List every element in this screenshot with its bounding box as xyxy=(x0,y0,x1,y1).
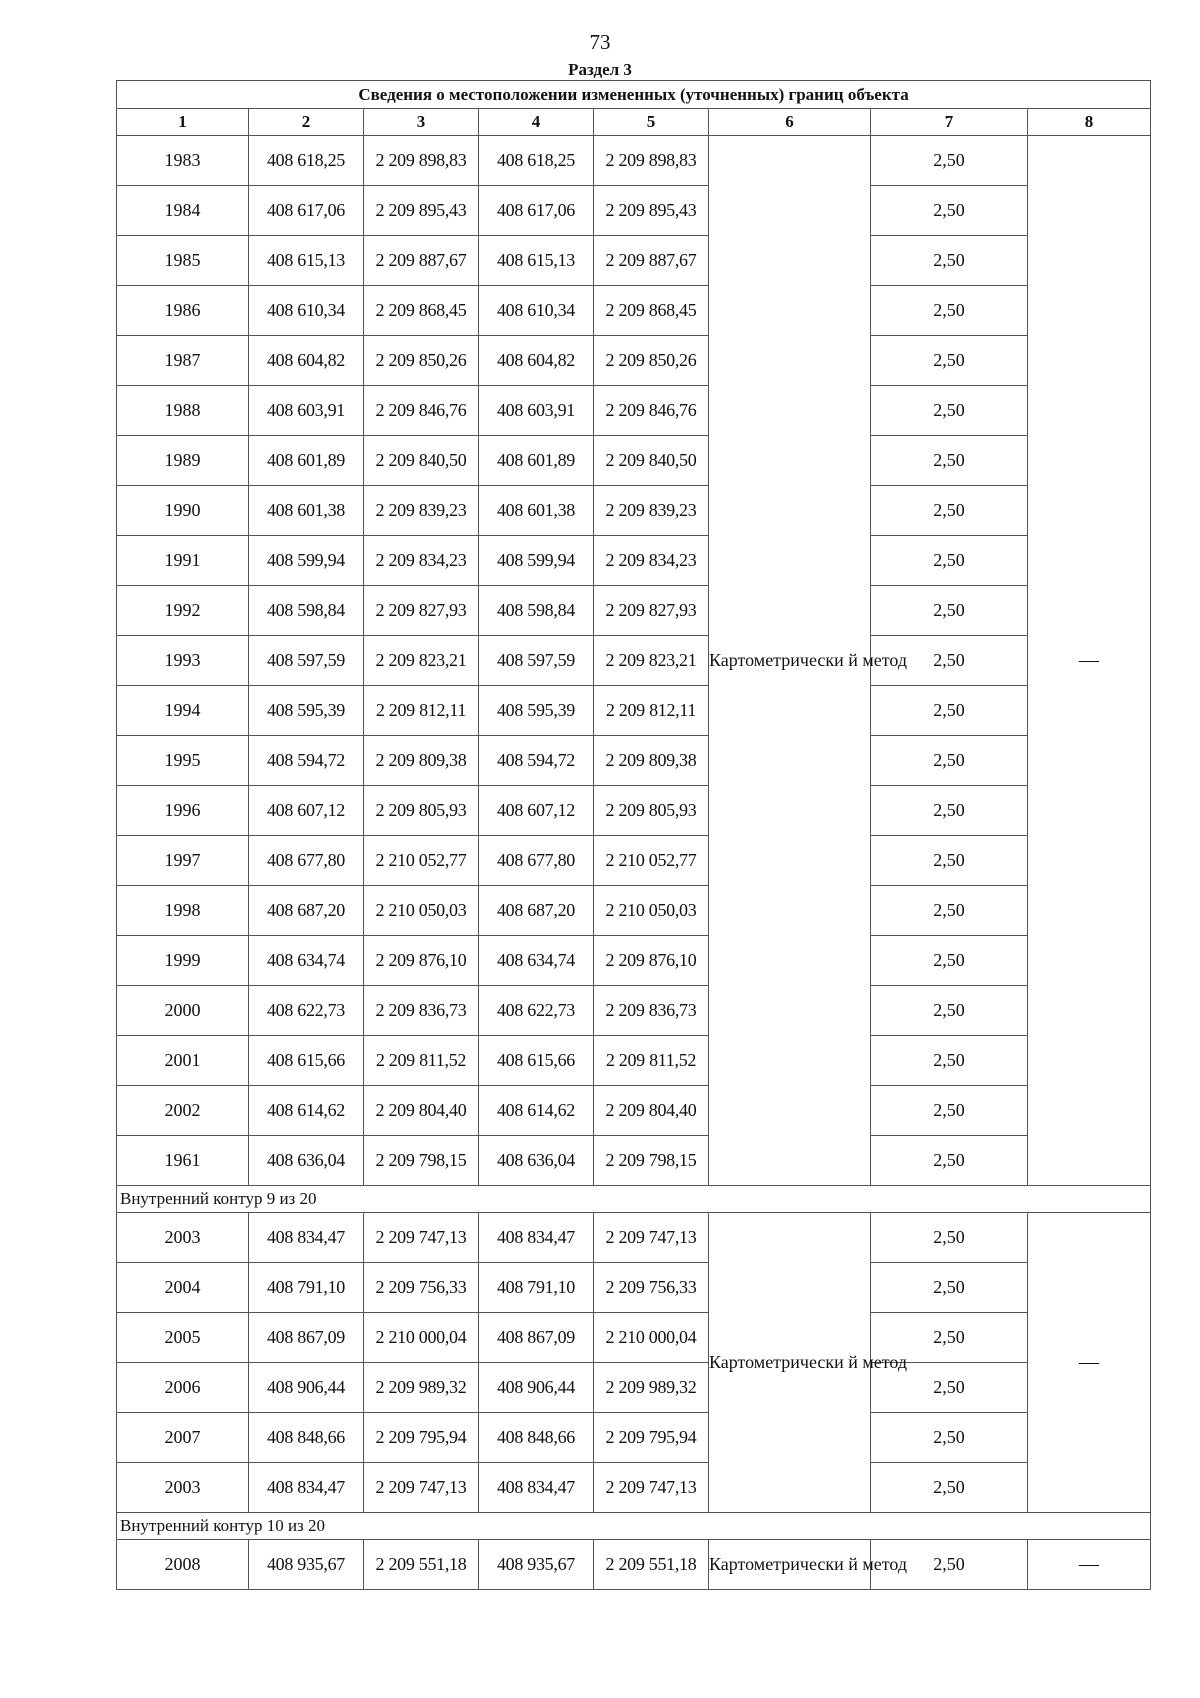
coordinate-cell: 2 209 836,73 xyxy=(594,986,709,1036)
accuracy-cell: 2,50 xyxy=(871,1213,1028,1263)
accuracy-cell: 2,50 xyxy=(871,1463,1028,1513)
point-number-cell: 2006 xyxy=(117,1363,249,1413)
accuracy-cell: 2,50 xyxy=(871,336,1028,386)
accuracy-cell: 2,50 xyxy=(871,1136,1028,1186)
coordinate-cell: 2 209 809,38 xyxy=(364,736,479,786)
coordinate-cell: 2 209 798,15 xyxy=(594,1136,709,1186)
coordinate-cell: 408 791,10 xyxy=(479,1263,594,1313)
table-row xyxy=(117,1086,1151,1136)
table-row xyxy=(117,186,1151,236)
accuracy-cell: 2,50 xyxy=(871,736,1028,786)
column-header: 7 xyxy=(871,109,1028,136)
coordinate-cell: 2 209 827,93 xyxy=(364,586,479,636)
accuracy-cell: 2,50 xyxy=(871,586,1028,636)
point-number-cell: 1985 xyxy=(117,236,249,286)
coordinate-cell: 408 867,09 xyxy=(249,1313,364,1363)
method-cell: Картометрически й метод xyxy=(709,1213,871,1513)
coordinate-cell: 408 614,62 xyxy=(479,1086,594,1136)
table-row xyxy=(117,686,1151,736)
coordinate-cell: 2 209 795,94 xyxy=(594,1413,709,1463)
table-row xyxy=(117,1413,1151,1463)
table-row xyxy=(117,1363,1151,1413)
coordinate-cell: 408 610,34 xyxy=(479,286,594,336)
coordinate-cell: 2 209 839,23 xyxy=(594,486,709,536)
point-number-cell: 1987 xyxy=(117,336,249,386)
accuracy-cell: 2,50 xyxy=(871,786,1028,836)
table-title: Сведения о местоположении измененных (уточненных) границ объекта xyxy=(117,81,1151,109)
coordinate-cell: 408 791,10 xyxy=(249,1263,364,1313)
note-cell: — xyxy=(1028,1213,1151,1513)
column-header: 5 xyxy=(594,109,709,136)
point-number-cell: 1999 xyxy=(117,936,249,986)
table-row xyxy=(117,286,1151,336)
coordinate-cell: 408 677,80 xyxy=(479,836,594,886)
coordinate-cell: 408 935,67 xyxy=(479,1540,594,1590)
coordinate-cell: 2 210 000,04 xyxy=(594,1313,709,1363)
coordinate-cell: 408 598,84 xyxy=(249,586,364,636)
column-header: 8 xyxy=(1028,109,1151,136)
coordinate-cell: 2 209 756,33 xyxy=(594,1263,709,1313)
coordinate-cell: 408 601,38 xyxy=(479,486,594,536)
coordinate-cell: 408 636,04 xyxy=(479,1136,594,1186)
coordinate-cell: 408 598,84 xyxy=(479,586,594,636)
coordinate-cell: 2 209 747,13 xyxy=(594,1463,709,1513)
table-row xyxy=(117,1213,1151,1263)
point-number-cell: 2003 xyxy=(117,1463,249,1513)
coordinate-cell: 2 209 868,45 xyxy=(364,286,479,336)
point-number-cell: 2003 xyxy=(117,1213,249,1263)
coordinate-cell: 2 209 846,76 xyxy=(594,386,709,436)
table-row xyxy=(117,136,1151,186)
coordinate-cell: 408 607,12 xyxy=(479,786,594,836)
coordinate-cell: 2 209 551,18 xyxy=(594,1540,709,1590)
point-number-cell: 2002 xyxy=(117,1086,249,1136)
coordinate-cell: 408 848,66 xyxy=(479,1413,594,1463)
table-row xyxy=(117,486,1151,536)
accuracy-cell: 2,50 xyxy=(871,186,1028,236)
coordinate-cell: 408 622,73 xyxy=(249,986,364,1036)
coordinate-cell: 2 209 876,10 xyxy=(594,936,709,986)
coordinate-cell: 408 604,82 xyxy=(249,336,364,386)
coordinate-cell: 408 601,89 xyxy=(249,436,364,486)
point-number-cell: 2008 xyxy=(117,1540,249,1590)
accuracy-cell: 2,50 xyxy=(871,436,1028,486)
coordinate-cell: 2 209 895,43 xyxy=(364,186,479,236)
coordinate-cell: 2 209 898,83 xyxy=(594,136,709,186)
point-number-cell: 1995 xyxy=(117,736,249,786)
point-number-cell: 1991 xyxy=(117,536,249,586)
coordinate-cell: 408 615,13 xyxy=(479,236,594,286)
coordinate-cell: 408 604,82 xyxy=(479,336,594,386)
accuracy-cell: 2,50 xyxy=(871,636,1028,686)
table-row xyxy=(117,336,1151,386)
point-number-cell: 1996 xyxy=(117,786,249,836)
coordinate-cell: 408 595,39 xyxy=(479,686,594,736)
table-row xyxy=(117,836,1151,886)
table-row xyxy=(117,1136,1151,1186)
point-number-cell: 1997 xyxy=(117,836,249,886)
coordinate-cell: 408 687,20 xyxy=(249,886,364,936)
coordinate-cell: 2 209 811,52 xyxy=(594,1036,709,1086)
point-number-cell: 1983 xyxy=(117,136,249,186)
point-number-cell: 1988 xyxy=(117,386,249,436)
coordinate-cell: 2 210 050,03 xyxy=(364,886,479,936)
coordinate-cell: 408 610,34 xyxy=(249,286,364,336)
accuracy-cell: 2,50 xyxy=(871,1413,1028,1463)
coordinate-cell: 2 209 846,76 xyxy=(364,386,479,436)
coordinate-cell: 2 209 805,93 xyxy=(594,786,709,836)
accuracy-cell: 2,50 xyxy=(871,1086,1028,1136)
coordinate-cell: 2 209 747,13 xyxy=(594,1213,709,1263)
point-number-cell: 1998 xyxy=(117,886,249,936)
accuracy-cell: 2,50 xyxy=(871,236,1028,286)
coordinate-cell: 408 603,91 xyxy=(249,386,364,436)
point-number-cell: 1984 xyxy=(117,186,249,236)
coordinate-cell: 408 603,91 xyxy=(479,386,594,436)
point-number-cell: 1992 xyxy=(117,586,249,636)
accuracy-cell: 2,50 xyxy=(871,1263,1028,1313)
method-cell: Картометрически й метод xyxy=(709,1540,871,1590)
accuracy-cell: 2,50 xyxy=(871,136,1028,186)
table-row xyxy=(117,636,1151,686)
contour-header: Внутренний контур 9 из 20 xyxy=(117,1186,1151,1213)
table-title-row xyxy=(117,81,1151,109)
coordinate-cell: 2 209 834,23 xyxy=(594,536,709,586)
table-row xyxy=(117,736,1151,786)
column-header-row xyxy=(117,109,1151,136)
coordinate-cell: 2 209 756,33 xyxy=(364,1263,479,1313)
coordinate-cell: 408 601,38 xyxy=(249,486,364,536)
coordinate-cell: 408 848,66 xyxy=(249,1413,364,1463)
coordinate-cell: 408 597,59 xyxy=(479,636,594,686)
method-cell: Картометрически й метод xyxy=(709,136,871,1186)
coordinate-cell: 408 615,66 xyxy=(249,1036,364,1086)
coordinate-cell: 2 209 887,67 xyxy=(594,236,709,286)
accuracy-cell: 2,50 xyxy=(871,936,1028,986)
contour-header: Внутренний контур 10 из 20 xyxy=(117,1513,1151,1540)
coordinate-cell: 408 599,94 xyxy=(479,536,594,586)
coordinate-cell: 408 617,06 xyxy=(479,186,594,236)
contour-header-row xyxy=(117,1513,1151,1540)
coordinate-cell: 2 209 989,32 xyxy=(594,1363,709,1413)
coordinate-cell: 2 209 868,45 xyxy=(594,286,709,336)
accuracy-cell: 2,50 xyxy=(871,886,1028,936)
note-cell: — xyxy=(1028,136,1151,1186)
coordinate-cell: 408 867,09 xyxy=(479,1313,594,1363)
point-number-cell: 1993 xyxy=(117,636,249,686)
coordinate-cell: 2 209 887,67 xyxy=(364,236,479,286)
table-row xyxy=(117,1463,1151,1513)
table-row xyxy=(117,986,1151,1036)
table-row xyxy=(117,786,1151,836)
table-row xyxy=(117,886,1151,936)
coordinate-cell: 2 210 052,77 xyxy=(364,836,479,886)
coordinate-cell: 408 597,59 xyxy=(249,636,364,686)
accuracy-cell: 2,50 xyxy=(871,1313,1028,1363)
coordinate-cell: 2 209 840,50 xyxy=(364,436,479,486)
table-row xyxy=(117,1263,1151,1313)
accuracy-cell: 2,50 xyxy=(871,486,1028,536)
coordinate-cell: 2 209 551,18 xyxy=(364,1540,479,1590)
coordinate-cell: 2 209 840,50 xyxy=(594,436,709,486)
coordinate-cell: 2 209 989,32 xyxy=(364,1363,479,1413)
coordinate-cell: 2 209 747,13 xyxy=(364,1213,479,1263)
coordinate-cell: 408 834,47 xyxy=(479,1213,594,1263)
coordinate-cell: 408 601,89 xyxy=(479,436,594,486)
coordinate-cell: 408 615,66 xyxy=(479,1036,594,1086)
table-row xyxy=(117,936,1151,986)
table-row xyxy=(117,386,1151,436)
coordinate-cell: 408 906,44 xyxy=(479,1363,594,1413)
coordinate-cell: 408 594,72 xyxy=(249,736,364,786)
coordinate-cell: 2 209 804,40 xyxy=(364,1086,479,1136)
coordinate-cell: 408 677,80 xyxy=(249,836,364,886)
table-row xyxy=(117,536,1151,586)
table-row xyxy=(117,1036,1151,1086)
column-header: 1 xyxy=(117,109,249,136)
column-header: 2 xyxy=(249,109,364,136)
coordinate-cell: 408 636,04 xyxy=(249,1136,364,1186)
point-number-cell: 1989 xyxy=(117,436,249,486)
coordinate-cell: 2 210 052,77 xyxy=(594,836,709,886)
coordinate-cell: 408 594,72 xyxy=(479,736,594,786)
coordinate-cell: 2 209 876,10 xyxy=(364,936,479,986)
accuracy-cell: 2,50 xyxy=(871,1036,1028,1086)
column-header: 3 xyxy=(364,109,479,136)
coordinate-cell: 2 209 747,13 xyxy=(364,1463,479,1513)
coordinate-cell: 2 209 895,43 xyxy=(594,186,709,236)
coordinate-cell: 2 209 839,23 xyxy=(364,486,479,536)
coordinate-cell: 408 617,06 xyxy=(249,186,364,236)
coordinate-cell: 408 607,12 xyxy=(249,786,364,836)
coordinate-cell: 2 209 898,83 xyxy=(364,136,479,186)
table-row xyxy=(117,236,1151,286)
coordinate-cell: 2 209 805,93 xyxy=(364,786,479,836)
coordinate-cell: 408 634,74 xyxy=(479,936,594,986)
coordinate-cell: 2 209 850,26 xyxy=(364,336,479,386)
coordinate-cell: 2 209 795,94 xyxy=(364,1413,479,1463)
table-row xyxy=(117,586,1151,636)
coordinate-cell: 2 209 823,21 xyxy=(364,636,479,686)
coordinate-cell: 2 209 811,52 xyxy=(364,1036,479,1086)
coordinate-cell: 2 209 798,15 xyxy=(364,1136,479,1186)
coordinate-cell: 2 209 809,38 xyxy=(594,736,709,786)
accuracy-cell: 2,50 xyxy=(871,836,1028,886)
point-number-cell: 2001 xyxy=(117,1036,249,1086)
coordinate-cell: 408 618,25 xyxy=(479,136,594,186)
coordinate-cell: 408 834,47 xyxy=(249,1463,364,1513)
coordinate-cell: 2 209 804,40 xyxy=(594,1086,709,1136)
coordinate-cell: 2 210 000,04 xyxy=(364,1313,479,1363)
coordinate-cell: 2 209 812,11 xyxy=(364,686,479,736)
accuracy-cell: 2,50 xyxy=(871,536,1028,586)
page-number: 73 xyxy=(589,30,611,54)
accuracy-cell: 2,50 xyxy=(871,286,1028,336)
point-number-cell: 2000 xyxy=(117,986,249,1036)
accuracy-cell: 2,50 xyxy=(871,1363,1028,1413)
point-number-cell: 2007 xyxy=(117,1413,249,1463)
coordinate-cell: 408 634,74 xyxy=(249,936,364,986)
coordinate-cell: 2 209 827,93 xyxy=(594,586,709,636)
coordinate-cell: 408 618,25 xyxy=(249,136,364,186)
coordinate-cell: 408 935,67 xyxy=(249,1540,364,1590)
coordinate-cell: 2 209 823,21 xyxy=(594,636,709,686)
contour-header-row xyxy=(117,1186,1151,1213)
coordinates-table xyxy=(116,80,1151,1590)
coordinate-cell: 2 210 050,03 xyxy=(594,886,709,936)
coordinate-cell: 408 687,20 xyxy=(479,886,594,936)
table-body xyxy=(117,81,1151,1590)
coordinate-cell: 408 906,44 xyxy=(249,1363,364,1413)
coordinate-cell: 408 599,94 xyxy=(249,536,364,586)
accuracy-cell: 2,50 xyxy=(871,986,1028,1036)
column-header: 6 xyxy=(709,109,871,136)
accuracy-cell: 2,50 xyxy=(871,686,1028,736)
coordinate-cell: 408 622,73 xyxy=(479,986,594,1036)
table-row xyxy=(117,1313,1151,1363)
accuracy-cell: 2,50 xyxy=(871,1540,1028,1590)
section-title: Раздел 3 xyxy=(568,60,632,79)
coordinate-cell: 2 209 812,11 xyxy=(594,686,709,736)
point-number-cell: 2004 xyxy=(117,1263,249,1313)
table-row xyxy=(117,436,1151,486)
point-number-cell: 1990 xyxy=(117,486,249,536)
column-header: 4 xyxy=(479,109,594,136)
note-cell: — xyxy=(1028,1540,1151,1590)
coordinate-cell: 408 834,47 xyxy=(479,1463,594,1513)
coordinate-cell: 2 209 850,26 xyxy=(594,336,709,386)
coordinate-cell: 408 595,39 xyxy=(249,686,364,736)
coordinate-cell: 2 209 834,23 xyxy=(364,536,479,586)
coordinate-cell: 2 209 836,73 xyxy=(364,986,479,1036)
point-number-cell: 1986 xyxy=(117,286,249,336)
coordinate-cell: 408 614,62 xyxy=(249,1086,364,1136)
point-number-cell: 1994 xyxy=(117,686,249,736)
point-number-cell: 2005 xyxy=(117,1313,249,1363)
coordinate-cell: 408 615,13 xyxy=(249,236,364,286)
point-number-cell: 1961 xyxy=(117,1136,249,1186)
accuracy-cell: 2,50 xyxy=(871,386,1028,436)
coordinate-cell: 408 834,47 xyxy=(249,1213,364,1263)
table-row xyxy=(117,1540,1151,1590)
